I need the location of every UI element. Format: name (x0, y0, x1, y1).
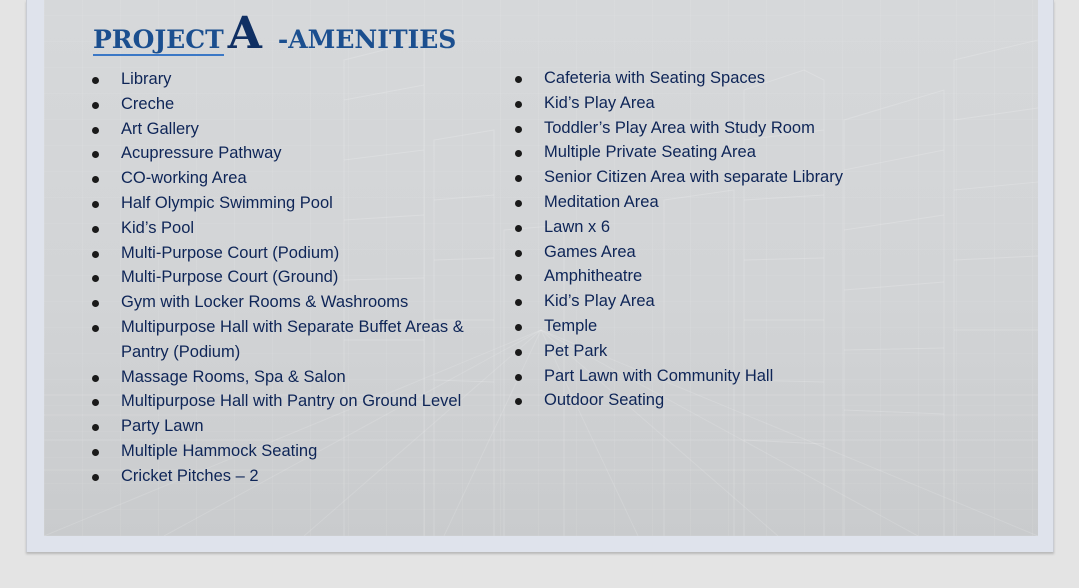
list-item-text: Games Area (544, 242, 636, 261)
title-amenities-word: -AMENITIES (277, 25, 457, 54)
list-item-text: Art Gallery (121, 119, 199, 138)
list-item (121, 216, 501, 241)
list-item (121, 241, 501, 266)
bullet-icon (515, 200, 522, 207)
list-item (544, 215, 924, 240)
bullet-icon (92, 201, 99, 208)
list-item-text: Multiple Hammock Seating (121, 441, 318, 460)
list-item (121, 265, 501, 290)
list-item-text: Outdoor Seating (544, 391, 665, 410)
list-item-text: CO-working Area (121, 169, 247, 188)
list-item (544, 66, 924, 91)
list-item (544, 339, 924, 364)
list-item-text: Kid’s Play Area (544, 93, 655, 112)
bullet-icon (515, 324, 522, 331)
bullet-icon (515, 250, 522, 257)
list-item-text: Library (121, 70, 172, 88)
list-item-text: Kid’s Play Area (544, 292, 655, 311)
list-item-text: Temple (544, 316, 598, 335)
list-item-text: Massage Rooms, Spa & Salon (121, 367, 346, 386)
title-project-word: PROJECT (93, 25, 224, 54)
list-item (121, 92, 501, 117)
list-item (121, 191, 501, 216)
list-item-text: Part Lawn with Community Hall (544, 366, 774, 385)
bullet-icon (92, 127, 99, 134)
bullet-icon (515, 76, 522, 83)
list-item-text: Kid’s Pool (121, 218, 195, 237)
list-item-text: Cricket Pitches – 2 (121, 466, 259, 485)
list-item (544, 364, 924, 389)
list-item-text: Senior Citizen Area with separate Library (544, 168, 843, 187)
list-item (121, 365, 501, 390)
list-item (121, 389, 501, 414)
bullet-icon (515, 126, 522, 133)
list-item (544, 190, 924, 215)
list-item (121, 141, 501, 166)
list-item (121, 414, 501, 439)
list-item-text: Multi-Purpose Court (Podium) (121, 243, 340, 262)
list-item (544, 116, 924, 141)
bullet-icon (92, 449, 99, 456)
list-item-text: Multiple Private Seating Area (544, 143, 756, 162)
list-item (121, 117, 501, 142)
list-item (544, 91, 924, 116)
list-item-text: Half Olympic Swimming Pool (121, 193, 333, 212)
list-item (544, 289, 924, 314)
bullet-icon (92, 226, 99, 233)
list-item-text: Creche (121, 94, 175, 113)
bullet-icon (92, 375, 99, 382)
list-item-text: Amphitheatre (544, 267, 643, 286)
list-item-text: Acupressure Pathway (121, 144, 282, 163)
document-page (26, 0, 1054, 552)
bullet-icon (92, 251, 99, 258)
bullet-icon (515, 349, 522, 356)
list-item (121, 315, 501, 365)
list-item-text: Meditation Area (544, 192, 659, 211)
list-item (544, 314, 924, 339)
list-item (544, 240, 924, 265)
list-item-text: Multi-Purpose Court (Ground) (121, 268, 339, 287)
list-item-text: Toddler’s Play Area with Study Room (544, 118, 815, 137)
list-item-text: Multipurpose Hall with Separate Buffet Areas & Pantry (Podium) (121, 317, 464, 361)
bullet-icon (515, 225, 522, 232)
bullet-icon (515, 101, 522, 108)
bullet-icon (92, 474, 99, 481)
bullet-icon (92, 77, 99, 84)
amenities-list-right (544, 66, 924, 413)
list-item-text: Lawn x 6 (544, 217, 611, 236)
bullet-icon (92, 325, 99, 332)
bullet-icon (92, 102, 99, 109)
list-item (544, 140, 924, 165)
amenities-slide (44, 0, 1038, 536)
list-item (544, 264, 924, 289)
list-item-text: Cafeteria with Seating Spaces (544, 69, 766, 87)
list-item-text: Pet Park (544, 341, 608, 360)
list-item (121, 290, 501, 315)
title-project-letter: A (227, 8, 262, 59)
list-item (121, 439, 501, 464)
list-item-text: Party Lawn (121, 417, 204, 436)
list-item-text: Gym with Locker Rooms & Washrooms (121, 293, 409, 312)
list-item (121, 166, 501, 191)
page-title (93, 8, 456, 59)
list-item (121, 67, 501, 92)
list-item (544, 165, 924, 190)
amenities-list-left (121, 67, 501, 489)
list-item (544, 388, 924, 413)
list-item-text: Multipurpose Hall with Pantry on Ground Level (121, 392, 462, 411)
bullet-icon (515, 374, 522, 381)
list-item (121, 464, 501, 489)
